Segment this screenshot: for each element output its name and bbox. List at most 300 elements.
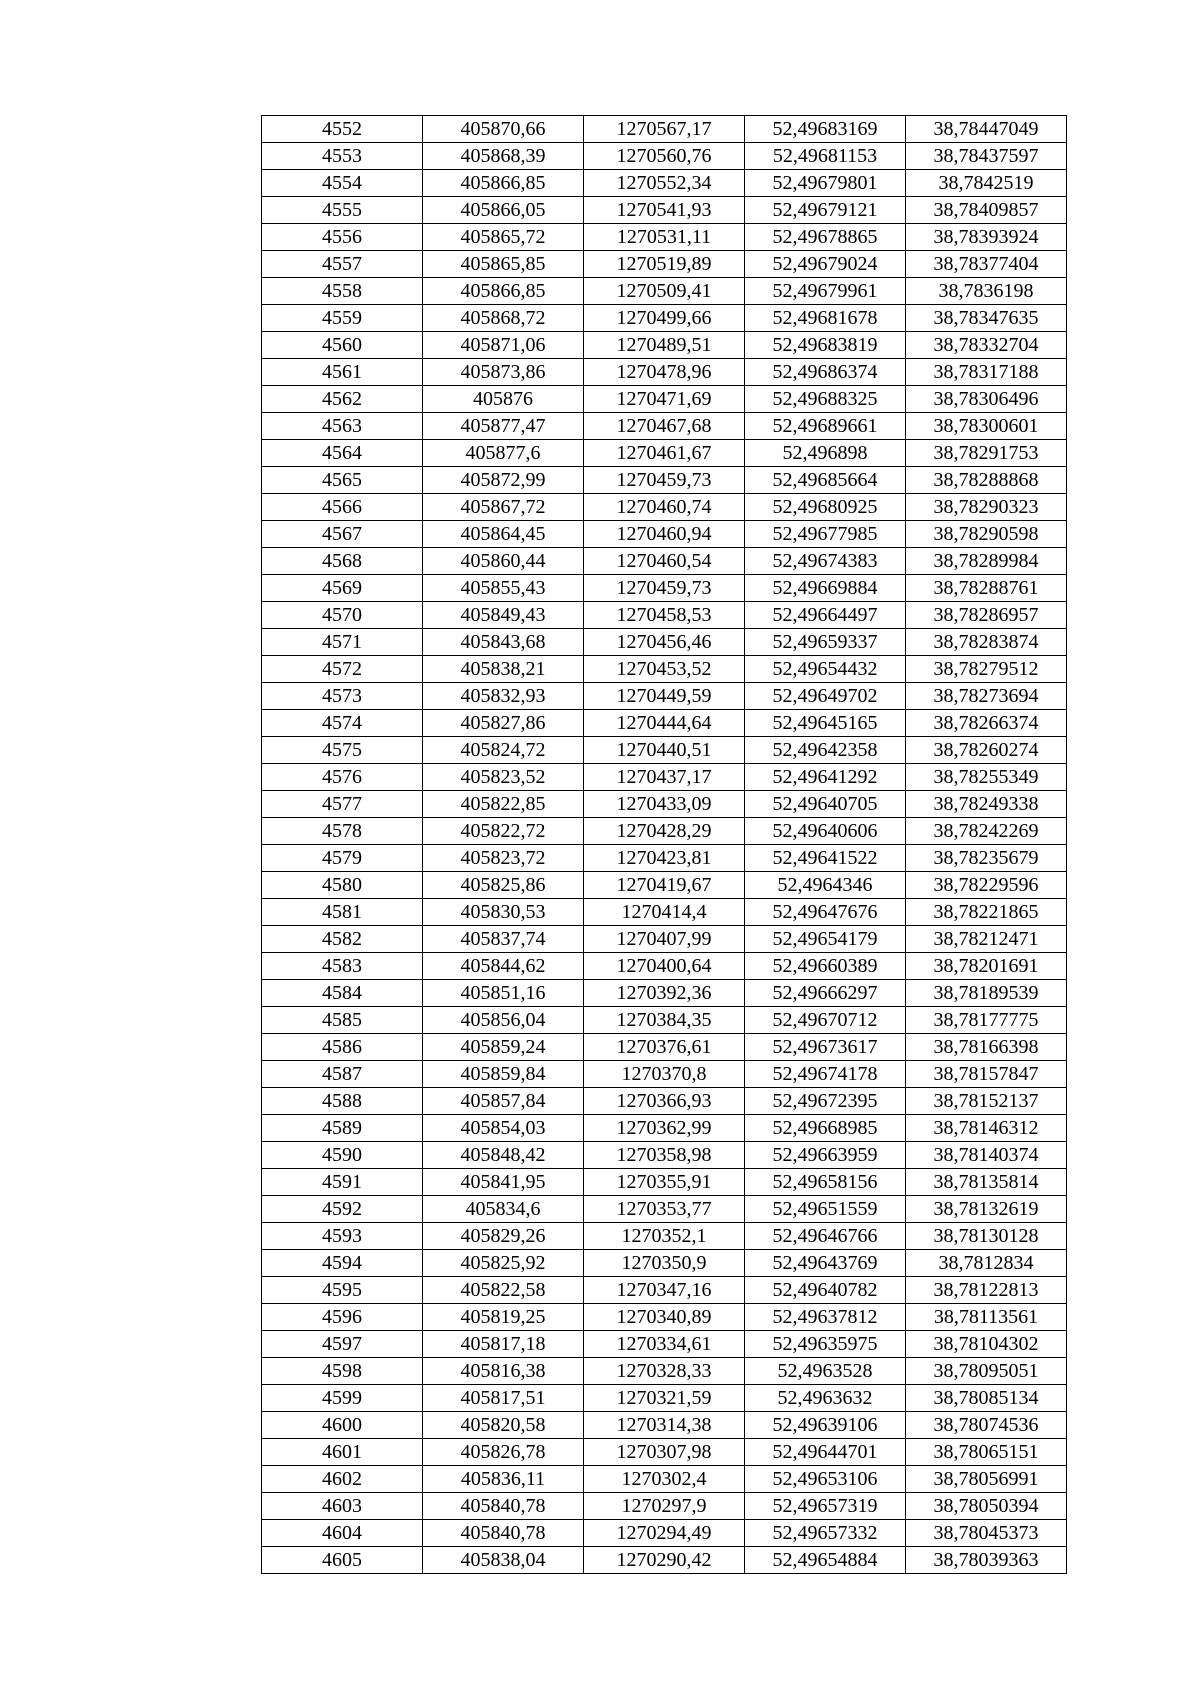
- table-row: [262, 1385, 1067, 1412]
- point-number-cell: 4591: [262, 1169, 423, 1196]
- x-coordinate-cell: 405823,52: [423, 764, 584, 791]
- x-coordinate-cell: 405840,78: [423, 1520, 584, 1547]
- point-number-cell: 4585: [262, 1007, 423, 1034]
- x-coordinate-cell: 405830,53: [423, 899, 584, 926]
- x-coordinate-cell: 405866,85: [423, 170, 584, 197]
- longitude-cell: 38,78152137: [906, 1088, 1067, 1115]
- latitude-cell: 52,49640705: [745, 791, 906, 818]
- point-number-cell: 4599: [262, 1385, 423, 1412]
- x-coordinate-cell: 405865,72: [423, 224, 584, 251]
- point-number-cell: 4564: [262, 440, 423, 467]
- longitude-cell: 38,78074536: [906, 1412, 1067, 1439]
- longitude-cell: 38,78289984: [906, 548, 1067, 575]
- latitude-cell: 52,49654884: [745, 1547, 906, 1574]
- table-row: [262, 980, 1067, 1007]
- point-number-cell: 4574: [262, 710, 423, 737]
- longitude-cell: 38,78122813: [906, 1277, 1067, 1304]
- table-row: [262, 1466, 1067, 1493]
- x-coordinate-cell: 405840,78: [423, 1493, 584, 1520]
- longitude-cell: 38,78249338: [906, 791, 1067, 818]
- latitude-cell: 52,49666297: [745, 980, 906, 1007]
- longitude-cell: 38,78288868: [906, 467, 1067, 494]
- x-coordinate-cell: 405843,68: [423, 629, 584, 656]
- x-coordinate-cell: 405868,39: [423, 143, 584, 170]
- latitude-cell: 52,49677985: [745, 521, 906, 548]
- longitude-cell: 38,78242269: [906, 818, 1067, 845]
- y-coordinate-cell: 1270362,99: [584, 1115, 745, 1142]
- point-number-cell: 4601: [262, 1439, 423, 1466]
- point-number-cell: 4571: [262, 629, 423, 656]
- latitude-cell: 52,49663959: [745, 1142, 906, 1169]
- latitude-cell: 52,49649702: [745, 683, 906, 710]
- point-number-cell: 4595: [262, 1277, 423, 1304]
- longitude-cell: 38,78283874: [906, 629, 1067, 656]
- x-coordinate-cell: 405819,25: [423, 1304, 584, 1331]
- y-coordinate-cell: 1270347,16: [584, 1277, 745, 1304]
- table-row: [262, 1250, 1067, 1277]
- table-row: [262, 143, 1067, 170]
- table-row: [262, 305, 1067, 332]
- point-number-cell: 4553: [262, 143, 423, 170]
- y-coordinate-cell: 1270433,09: [584, 791, 745, 818]
- latitude-cell: 52,49674178: [745, 1061, 906, 1088]
- x-coordinate-cell: 405866,05: [423, 197, 584, 224]
- table-row: [262, 791, 1067, 818]
- point-number-cell: 4580: [262, 872, 423, 899]
- y-coordinate-cell: 1270384,35: [584, 1007, 745, 1034]
- latitude-cell: 52,49672395: [745, 1088, 906, 1115]
- point-number-cell: 4566: [262, 494, 423, 521]
- longitude-cell: 38,78212471: [906, 926, 1067, 953]
- y-coordinate-cell: 1270355,91: [584, 1169, 745, 1196]
- point-number-cell: 4579: [262, 845, 423, 872]
- x-coordinate-cell: 405860,44: [423, 548, 584, 575]
- latitude-cell: 52,49642358: [745, 737, 906, 764]
- latitude-cell: 52,49641522: [745, 845, 906, 872]
- y-coordinate-cell: 1270541,93: [584, 197, 745, 224]
- latitude-cell: 52,49657319: [745, 1493, 906, 1520]
- point-number-cell: 4578: [262, 818, 423, 845]
- y-coordinate-cell: 1270459,73: [584, 575, 745, 602]
- y-coordinate-cell: 1270531,11: [584, 224, 745, 251]
- point-number-cell: 4570: [262, 602, 423, 629]
- latitude-cell: 52,49639106: [745, 1412, 906, 1439]
- x-coordinate-cell: 405870,66: [423, 116, 584, 143]
- latitude-cell: 52,49644701: [745, 1439, 906, 1466]
- table-row: [262, 170, 1067, 197]
- table-row: [262, 737, 1067, 764]
- longitude-cell: 38,78140374: [906, 1142, 1067, 1169]
- y-coordinate-cell: 1270437,17: [584, 764, 745, 791]
- y-coordinate-cell: 1270519,89: [584, 251, 745, 278]
- y-coordinate-cell: 1270460,94: [584, 521, 745, 548]
- table-row: [262, 1547, 1067, 1574]
- point-number-cell: 4562: [262, 386, 423, 413]
- x-coordinate-cell: 405823,72: [423, 845, 584, 872]
- point-number-cell: 4582: [262, 926, 423, 953]
- latitude-cell: 52,49664497: [745, 602, 906, 629]
- table-row: [262, 1304, 1067, 1331]
- table-row: [262, 251, 1067, 278]
- table-row: [262, 1358, 1067, 1385]
- table-row: [262, 1088, 1067, 1115]
- longitude-cell: 38,78130128: [906, 1223, 1067, 1250]
- table-row: [262, 1277, 1067, 1304]
- y-coordinate-cell: 1270460,74: [584, 494, 745, 521]
- table-row: [262, 710, 1067, 737]
- table-row: [262, 1223, 1067, 1250]
- y-coordinate-cell: 1270294,49: [584, 1520, 745, 1547]
- y-coordinate-cell: 1270460,54: [584, 548, 745, 575]
- y-coordinate-cell: 1270366,93: [584, 1088, 745, 1115]
- latitude-cell: 52,49681678: [745, 305, 906, 332]
- table-row: [262, 818, 1067, 845]
- table-row: [262, 1493, 1067, 1520]
- longitude-cell: 38,78039363: [906, 1547, 1067, 1574]
- y-coordinate-cell: 1270467,68: [584, 413, 745, 440]
- latitude-cell: 52,49669884: [745, 575, 906, 602]
- y-coordinate-cell: 1270290,42: [584, 1547, 745, 1574]
- y-coordinate-cell: 1270461,67: [584, 440, 745, 467]
- x-coordinate-cell: 405877,6: [423, 440, 584, 467]
- latitude-cell: 52,49647676: [745, 899, 906, 926]
- longitude-cell: 38,7812834: [906, 1250, 1067, 1277]
- longitude-cell: 38,78255349: [906, 764, 1067, 791]
- longitude-cell: 38,78317188: [906, 359, 1067, 386]
- longitude-cell: 38,78332704: [906, 332, 1067, 359]
- x-coordinate-cell: 405822,85: [423, 791, 584, 818]
- y-coordinate-cell: 1270419,67: [584, 872, 745, 899]
- point-number-cell: 4596: [262, 1304, 423, 1331]
- x-coordinate-cell: 405820,58: [423, 1412, 584, 1439]
- point-number-cell: 4568: [262, 548, 423, 575]
- y-coordinate-cell: 1270314,38: [584, 1412, 745, 1439]
- y-coordinate-cell: 1270560,76: [584, 143, 745, 170]
- x-coordinate-cell: 405865,85: [423, 251, 584, 278]
- longitude-cell: 38,7842519: [906, 170, 1067, 197]
- y-coordinate-cell: 1270407,99: [584, 926, 745, 953]
- latitude-cell: 52,496898: [745, 440, 906, 467]
- longitude-cell: 38,78201691: [906, 953, 1067, 980]
- latitude-cell: 52,49640782: [745, 1277, 906, 1304]
- table-row: [262, 1034, 1067, 1061]
- coordinates-table-body: [262, 116, 1067, 1574]
- longitude-cell: 38,78050394: [906, 1493, 1067, 1520]
- latitude-cell: 52,49635975: [745, 1331, 906, 1358]
- x-coordinate-cell: 405817,18: [423, 1331, 584, 1358]
- longitude-cell: 38,78409857: [906, 197, 1067, 224]
- point-number-cell: 4569: [262, 575, 423, 602]
- point-number-cell: 4577: [262, 791, 423, 818]
- longitude-cell: 38,78113561: [906, 1304, 1067, 1331]
- latitude-cell: 52,49645165: [745, 710, 906, 737]
- y-coordinate-cell: 1270428,29: [584, 818, 745, 845]
- point-number-cell: 4565: [262, 467, 423, 494]
- point-number-cell: 4588: [262, 1088, 423, 1115]
- table-row: [262, 845, 1067, 872]
- y-coordinate-cell: 1270567,17: [584, 116, 745, 143]
- x-coordinate-cell: 405837,74: [423, 926, 584, 953]
- y-coordinate-cell: 1270328,33: [584, 1358, 745, 1385]
- table-row: [262, 764, 1067, 791]
- point-number-cell: 4576: [262, 764, 423, 791]
- point-number-cell: 4572: [262, 656, 423, 683]
- y-coordinate-cell: 1270471,69: [584, 386, 745, 413]
- y-coordinate-cell: 1270340,89: [584, 1304, 745, 1331]
- latitude-cell: 52,49673617: [745, 1034, 906, 1061]
- longitude-cell: 38,78229596: [906, 872, 1067, 899]
- latitude-cell: 52,49637812: [745, 1304, 906, 1331]
- longitude-cell: 38,78291753: [906, 440, 1067, 467]
- y-coordinate-cell: 1270302,4: [584, 1466, 745, 1493]
- point-number-cell: 4561: [262, 359, 423, 386]
- y-coordinate-cell: 1270414,4: [584, 899, 745, 926]
- point-number-cell: 4604: [262, 1520, 423, 1547]
- x-coordinate-cell: 405841,95: [423, 1169, 584, 1196]
- latitude-cell: 52,49683819: [745, 332, 906, 359]
- y-coordinate-cell: 1270459,73: [584, 467, 745, 494]
- longitude-cell: 38,78273694: [906, 683, 1067, 710]
- latitude-cell: 52,49689661: [745, 413, 906, 440]
- point-number-cell: 4586: [262, 1034, 423, 1061]
- table-row: [262, 1439, 1067, 1466]
- y-coordinate-cell: 1270489,51: [584, 332, 745, 359]
- table-row: [262, 278, 1067, 305]
- coordinates-table: [261, 115, 1067, 1574]
- longitude-cell: 38,78306496: [906, 386, 1067, 413]
- longitude-cell: 38,78177775: [906, 1007, 1067, 1034]
- y-coordinate-cell: 1270458,53: [584, 602, 745, 629]
- latitude-cell: 52,4963528: [745, 1358, 906, 1385]
- latitude-cell: 52,49643769: [745, 1250, 906, 1277]
- x-coordinate-cell: 405824,72: [423, 737, 584, 764]
- latitude-cell: 52,49668985: [745, 1115, 906, 1142]
- latitude-cell: 52,49688325: [745, 386, 906, 413]
- table-row: [262, 953, 1067, 980]
- x-coordinate-cell: 405844,62: [423, 953, 584, 980]
- y-coordinate-cell: 1270392,36: [584, 980, 745, 1007]
- y-coordinate-cell: 1270334,61: [584, 1331, 745, 1358]
- longitude-cell: 38,78189539: [906, 980, 1067, 1007]
- table-row: [262, 1169, 1067, 1196]
- table-row: [262, 899, 1067, 926]
- longitude-cell: 38,78135814: [906, 1169, 1067, 1196]
- y-coordinate-cell: 1270509,41: [584, 278, 745, 305]
- table-row: [262, 602, 1067, 629]
- table-row: [262, 494, 1067, 521]
- y-coordinate-cell: 1270350,9: [584, 1250, 745, 1277]
- table-row: [262, 386, 1067, 413]
- y-coordinate-cell: 1270423,81: [584, 845, 745, 872]
- table-row: [262, 1331, 1067, 1358]
- latitude-cell: 52,49651559: [745, 1196, 906, 1223]
- latitude-cell: 52,49646766: [745, 1223, 906, 1250]
- y-coordinate-cell: 1270552,34: [584, 170, 745, 197]
- y-coordinate-cell: 1270444,64: [584, 710, 745, 737]
- point-number-cell: 4581: [262, 899, 423, 926]
- x-coordinate-cell: 405829,26: [423, 1223, 584, 1250]
- longitude-cell: 38,78221865: [906, 899, 1067, 926]
- latitude-cell: 52,49640606: [745, 818, 906, 845]
- x-coordinate-cell: 405871,06: [423, 332, 584, 359]
- latitude-cell: 52,49680925: [745, 494, 906, 521]
- x-coordinate-cell: 405856,04: [423, 1007, 584, 1034]
- latitude-cell: 52,4963632: [745, 1385, 906, 1412]
- point-number-cell: 4556: [262, 224, 423, 251]
- longitude-cell: 38,78290598: [906, 521, 1067, 548]
- x-coordinate-cell: 405851,16: [423, 980, 584, 1007]
- point-number-cell: 4575: [262, 737, 423, 764]
- longitude-cell: 38,78056991: [906, 1466, 1067, 1493]
- table-row: [262, 1061, 1067, 1088]
- point-number-cell: 4558: [262, 278, 423, 305]
- latitude-cell: 52,49686374: [745, 359, 906, 386]
- table-row: [262, 1520, 1067, 1547]
- longitude-cell: 38,78132619: [906, 1196, 1067, 1223]
- table-row: [262, 224, 1067, 251]
- y-coordinate-cell: 1270321,59: [584, 1385, 745, 1412]
- point-number-cell: 4560: [262, 332, 423, 359]
- y-coordinate-cell: 1270456,46: [584, 629, 745, 656]
- table-row: [262, 548, 1067, 575]
- point-number-cell: 4603: [262, 1493, 423, 1520]
- latitude-cell: 52,49674383: [745, 548, 906, 575]
- table-row: [262, 1007, 1067, 1034]
- point-number-cell: 4600: [262, 1412, 423, 1439]
- x-coordinate-cell: 405822,58: [423, 1277, 584, 1304]
- longitude-cell: 38,78166398: [906, 1034, 1067, 1061]
- x-coordinate-cell: 405868,72: [423, 305, 584, 332]
- point-number-cell: 4563: [262, 413, 423, 440]
- x-coordinate-cell: 405873,86: [423, 359, 584, 386]
- point-number-cell: 4555: [262, 197, 423, 224]
- table-row: [262, 413, 1067, 440]
- longitude-cell: 38,78085134: [906, 1385, 1067, 1412]
- table-row: [262, 197, 1067, 224]
- table-row: [262, 872, 1067, 899]
- table-row: [262, 332, 1067, 359]
- latitude-cell: 52,49679024: [745, 251, 906, 278]
- x-coordinate-cell: 405825,92: [423, 1250, 584, 1277]
- y-coordinate-cell: 1270307,98: [584, 1439, 745, 1466]
- point-number-cell: 4559: [262, 305, 423, 332]
- y-coordinate-cell: 1270440,51: [584, 737, 745, 764]
- x-coordinate-cell: 405857,84: [423, 1088, 584, 1115]
- x-coordinate-cell: 405877,47: [423, 413, 584, 440]
- point-number-cell: 4557: [262, 251, 423, 278]
- x-coordinate-cell: 405848,42: [423, 1142, 584, 1169]
- longitude-cell: 38,78260274: [906, 737, 1067, 764]
- point-number-cell: 4597: [262, 1331, 423, 1358]
- point-number-cell: 4605: [262, 1547, 423, 1574]
- x-coordinate-cell: 405827,86: [423, 710, 584, 737]
- x-coordinate-cell: 405876: [423, 386, 584, 413]
- table-row: [262, 1196, 1067, 1223]
- table-row: [262, 1412, 1067, 1439]
- table-row: [262, 926, 1067, 953]
- table-row: [262, 683, 1067, 710]
- y-coordinate-cell: 1270453,52: [584, 656, 745, 683]
- y-coordinate-cell: 1270297,9: [584, 1493, 745, 1520]
- longitude-cell: 38,78437597: [906, 143, 1067, 170]
- point-number-cell: 4573: [262, 683, 423, 710]
- longitude-cell: 38,78279512: [906, 656, 1067, 683]
- x-coordinate-cell: 405836,11: [423, 1466, 584, 1493]
- y-coordinate-cell: 1270358,98: [584, 1142, 745, 1169]
- x-coordinate-cell: 405866,85: [423, 278, 584, 305]
- table-row: [262, 521, 1067, 548]
- latitude-cell: 52,49685664: [745, 467, 906, 494]
- longitude-cell: 38,78157847: [906, 1061, 1067, 1088]
- x-coordinate-cell: 405838,21: [423, 656, 584, 683]
- x-coordinate-cell: 405859,84: [423, 1061, 584, 1088]
- latitude-cell: 52,49660389: [745, 953, 906, 980]
- x-coordinate-cell: 405872,99: [423, 467, 584, 494]
- x-coordinate-cell: 405855,43: [423, 575, 584, 602]
- longitude-cell: 38,78104302: [906, 1331, 1067, 1358]
- y-coordinate-cell: 1270400,64: [584, 953, 745, 980]
- longitude-cell: 38,78095051: [906, 1358, 1067, 1385]
- table-row: [262, 116, 1067, 143]
- point-number-cell: 4590: [262, 1142, 423, 1169]
- x-coordinate-cell: 405864,45: [423, 521, 584, 548]
- point-number-cell: 4583: [262, 953, 423, 980]
- x-coordinate-cell: 405838,04: [423, 1547, 584, 1574]
- y-coordinate-cell: 1270376,61: [584, 1034, 745, 1061]
- longitude-cell: 38,78045373: [906, 1520, 1067, 1547]
- table-row: [262, 359, 1067, 386]
- latitude-cell: 52,49679121: [745, 197, 906, 224]
- latitude-cell: 52,49683169: [745, 116, 906, 143]
- point-number-cell: 4567: [262, 521, 423, 548]
- table-row: [262, 1115, 1067, 1142]
- latitude-cell: 52,49654179: [745, 926, 906, 953]
- latitude-cell: 52,49654432: [745, 656, 906, 683]
- longitude-cell: 38,78300601: [906, 413, 1067, 440]
- x-coordinate-cell: 405826,78: [423, 1439, 584, 1466]
- longitude-cell: 38,78347635: [906, 305, 1067, 332]
- latitude-cell: 52,49641292: [745, 764, 906, 791]
- longitude-cell: 38,78065151: [906, 1439, 1067, 1466]
- point-number-cell: 4584: [262, 980, 423, 1007]
- y-coordinate-cell: 1270478,96: [584, 359, 745, 386]
- x-coordinate-cell: 405859,24: [423, 1034, 584, 1061]
- y-coordinate-cell: 1270370,8: [584, 1061, 745, 1088]
- x-coordinate-cell: 405867,72: [423, 494, 584, 521]
- latitude-cell: 52,4964346: [745, 872, 906, 899]
- point-number-cell: 4552: [262, 116, 423, 143]
- longitude-cell: 38,78146312: [906, 1115, 1067, 1142]
- longitude-cell: 38,78235679: [906, 845, 1067, 872]
- table-row: [262, 1142, 1067, 1169]
- longitude-cell: 38,78377404: [906, 251, 1067, 278]
- x-coordinate-cell: 405825,86: [423, 872, 584, 899]
- latitude-cell: 52,49653106: [745, 1466, 906, 1493]
- table-row: [262, 467, 1067, 494]
- table-row: [262, 575, 1067, 602]
- latitude-cell: 52,49679801: [745, 170, 906, 197]
- point-number-cell: 4598: [262, 1358, 423, 1385]
- x-coordinate-cell: 405849,43: [423, 602, 584, 629]
- point-number-cell: 4594: [262, 1250, 423, 1277]
- latitude-cell: 52,49670712: [745, 1007, 906, 1034]
- x-coordinate-cell: 405817,51: [423, 1385, 584, 1412]
- point-number-cell: 4602: [262, 1466, 423, 1493]
- x-coordinate-cell: 405832,93: [423, 683, 584, 710]
- longitude-cell: 38,78266374: [906, 710, 1067, 737]
- x-coordinate-cell: 405834,6: [423, 1196, 584, 1223]
- point-number-cell: 4592: [262, 1196, 423, 1223]
